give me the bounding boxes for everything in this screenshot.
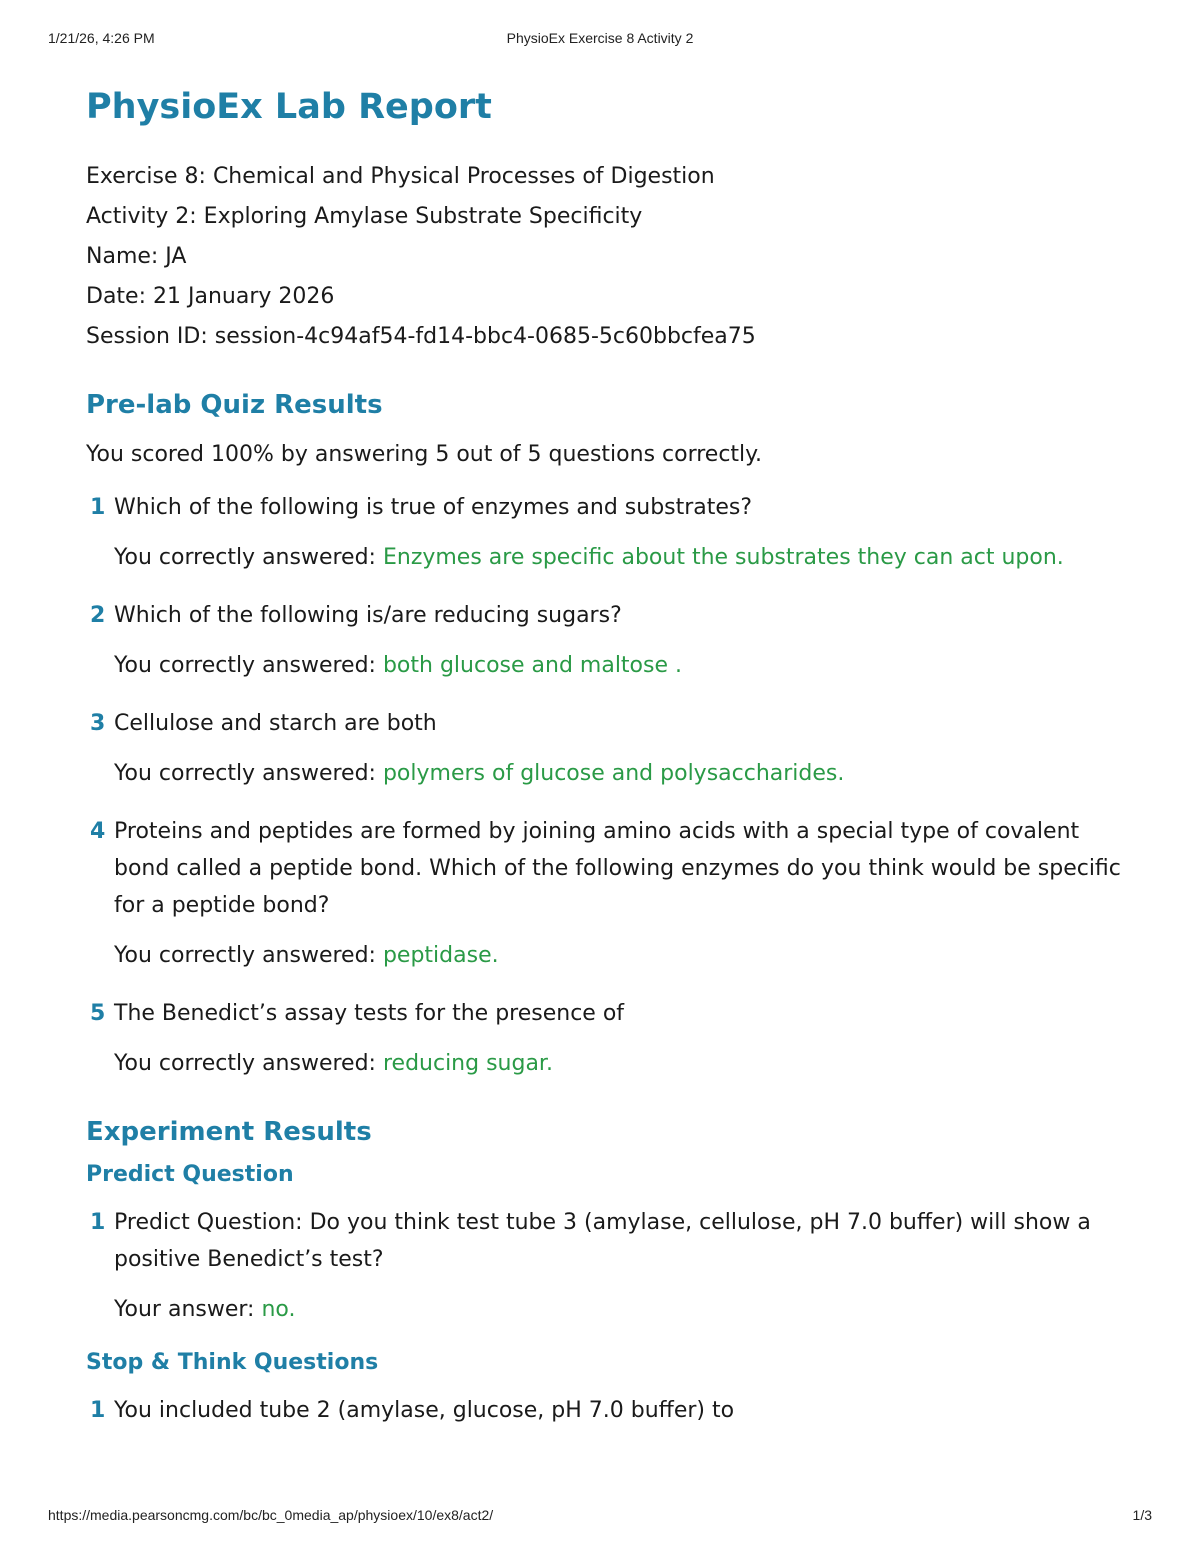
question-text: Predict Question: Do you think test tube 3 (amylase, cellulose, pH 7.0 buffer) will show a positive Benedict’s test? [114,1210,1091,1272]
quiz-answer [86,1047,1126,1081]
question-number: 1 [90,495,106,520]
activity-line: Activity 2: Exploring Amylase Substrate Specificity [86,204,643,229]
print-page-title: PhysioEx Exercise 8 Activity 2 [506,30,694,46]
quiz-question [86,705,1126,742]
predict-question [86,1204,1126,1278]
answer-value: reducing sugar. [382,1051,553,1076]
report-meta [86,157,1126,357]
quiz-answer [86,939,1126,973]
print-footer [48,1507,1152,1527]
question-text: Proteins and peptides are formed by joining amino acids with a special type of covalent bond called a peptide bond. Which of the following enzymes do you think would be specific for a peptide bond? [114,819,1121,918]
stop-think-question [86,1392,1126,1429]
answer-prefix: You correctly answered: [114,943,376,968]
quiz-question [86,813,1126,924]
question-text: You included tube 2 (amylase, glucose, pH 7.0 buffer) to [114,1398,735,1423]
experiment-heading: Experiment Results [86,1117,372,1147]
question-text: Which of the following is/are reducing sugars? [114,603,622,628]
lab-report [86,84,1126,1429]
report-title: PhysioEx Lab Report [86,87,492,127]
quiz-answer [86,649,1126,683]
question-number: 2 [90,603,106,628]
print-datetime: 1/21/26, 4:26 PM [48,30,155,46]
answer-value: peptidase. [382,943,499,968]
question-text: Which of the following is true of enzymes and substrates? [114,495,753,520]
predict-answer [86,1293,1126,1327]
answer-value: no. [261,1297,296,1322]
name-line: Name: JA [86,244,187,269]
exercise-line: Exercise 8: Chemical and Physical Processes of Digestion [86,164,715,189]
answer-value: both glucose and maltose . [382,653,682,678]
print-page-number: 1/3 [1132,1507,1152,1523]
quiz-question [86,995,1126,1032]
answer-prefix: Your answer: [114,1297,255,1322]
question-text: Cellulose and starch are both [114,711,437,736]
question-number: 3 [90,711,106,736]
quiz-score: You scored 100% by answering 5 out of 5 questions correctly. [86,442,763,467]
answer-value: polymers of glucose and polysaccharides. [382,761,845,786]
question-number: 1 [90,1210,106,1235]
answer-prefix: You correctly answered: [114,761,376,786]
print-url[interactable]: https://media.pearsoncmg.com/bc/bc_0media_ap/physioex/10/ex8/act2/ [48,1507,494,1523]
prelab-heading: Pre-lab Quiz Results [86,390,383,420]
quiz-question [86,489,1126,526]
quiz-question [86,597,1126,634]
answer-prefix: You correctly answered: [114,545,376,570]
quiz-answer [86,757,1126,791]
stop-think-heading: Stop & Think Questions [86,1350,379,1375]
date-line: Date: 21 January 2026 [86,284,335,309]
question-number: 5 [90,1001,106,1026]
answer-value: Enzymes are specific about the substrates they can act upon. [382,545,1064,570]
question-number: 4 [90,819,106,844]
question-number: 1 [90,1398,106,1423]
quiz-answer [86,541,1126,575]
answer-prefix: You correctly answered: [114,653,376,678]
answer-prefix: You correctly answered: [114,1051,376,1076]
print-header [48,30,1152,50]
question-text: The Benedict’s assay tests for the presence of [114,1001,625,1026]
predict-heading: Predict Question [86,1162,294,1187]
session-line: Session ID: session-4c94af54-fd14-bbc4-0685-5c60bbcfea75 [86,324,756,349]
